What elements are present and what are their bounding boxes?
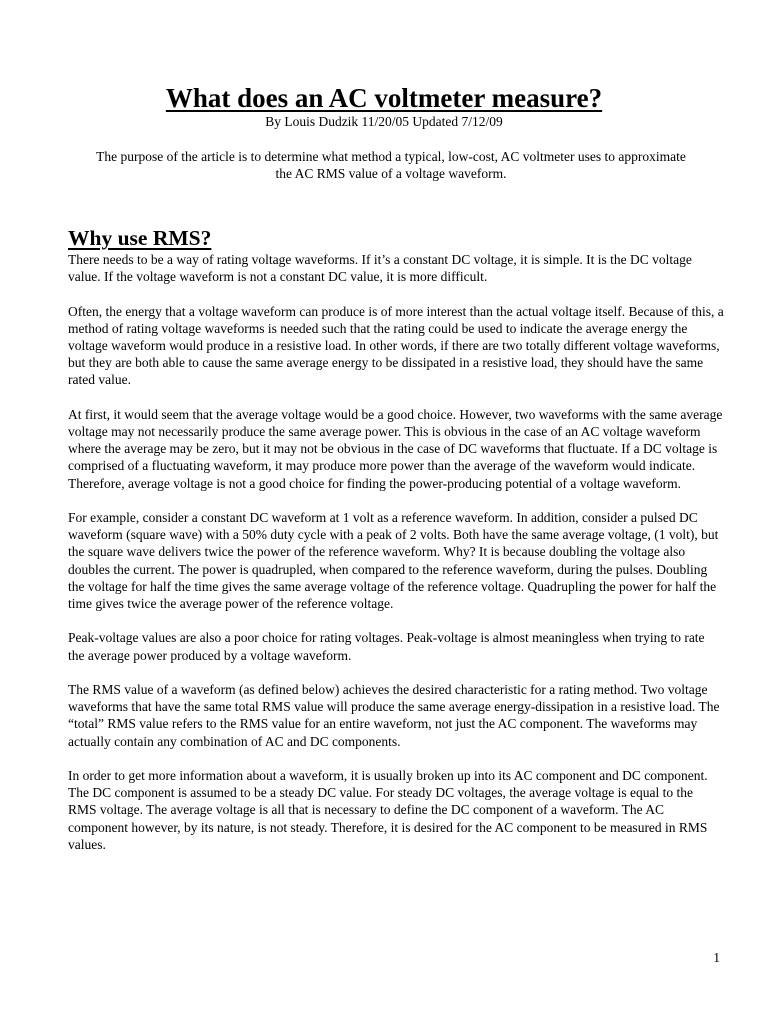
paragraph: In order to get more information about a waveform, it is usually broken up into its AC component and DC component. The DC component is assumed to be a steady DC value. For steady DC voltages, the average voltage is equal to the RMS voltage. The average voltage is all that is necessary to define the DC component of a waveform. The AC component however, by its nature, is not steady. Therefore, it is desired for the AC component to be measured in RMS values. xyxy=(68,768,708,852)
paragraph: At first, it would seem that the average voltage would be a good choice. However, two waveforms with the same average voltage may not necessarily produce the same average power. This is obvious in the case of an AC voltage waveform where the average may be zero, but it may not be obvious in the case of DC waveforms that fluctuate. If a DC voltage is comprised of a fluctuating waveform, it may produce more power than the average of the waveform would indicate. Therefore, average voltage is not a good choice for finding the power-producing potential of a voltage waveform. xyxy=(68,406,723,491)
author-byline: By Louis Dudzik 11/20/05 Updated 7/12/09 xyxy=(265,114,503,129)
paragraph: The RMS value of a waveform (as defined below) achieves the desired characteristic for a rating method. Two voltage waveforms that have the same total RMS value will produce the same average energy-dissipation in a resistive load. The “total” RMS value refers to the RMS value for an entire waveform, not just the AC component. The waveforms may actually contain any combination of AC and DC components. xyxy=(68,682,720,749)
section-body xyxy=(68,251,724,870)
section-heading: Why use RMS? xyxy=(68,226,212,250)
purpose-statement: The purpose of the article is to determine what method a typical, low-cost, AC voltmeter uses to approximate the AC RMS value of a voltage waveform. xyxy=(96,149,686,181)
document-title: What does an AC voltmeter measure? xyxy=(165,83,603,113)
paragraph: Often, the energy that a voltage waveform can produce is of more interest than the actual voltage itself. Because of this, a method of rating voltage waveforms is needed such that the rating could be used to indicate the average energy the voltage waveform would produce in a resistive load. In other words, if there are two totally different voltage waveforms, but they are both able to cause the same average energy to be dissipated in a resistive load, they should have the same rated value. xyxy=(68,303,724,388)
paragraph: For example, consider a constant DC waveform at 1 volt as a reference waveform. In addition, consider a pulsed DC waveform (square wave) with a 50% duty cycle with a peak of 2 volts. Both have the same average voltage, (1 volt), but the square wave delivers twice the power of the reference waveform. Why? It is because doubling the voltage also doubles the current. The power is quadrupled, when compared to the reference waveform, during the pulses. Doubling the voltage for half the time gives the same average voltage of the reference voltage. Quadrupling the power for half the time gives twice the average power of the reference voltage. xyxy=(68,510,719,612)
paragraph: There needs to be a way of rating voltage waveforms. If it’s a constant DC voltage, it is simple. It is the DC voltage value. If the voltage waveform is not a constant DC value, it is more difficult. xyxy=(68,252,692,285)
page-number: 1 xyxy=(713,950,720,965)
paragraph: Peak-voltage values are also a poor choice for rating voltages. Peak-voltage is almost meaningless when trying to rate the average power produced by a voltage waveform. xyxy=(68,630,705,663)
